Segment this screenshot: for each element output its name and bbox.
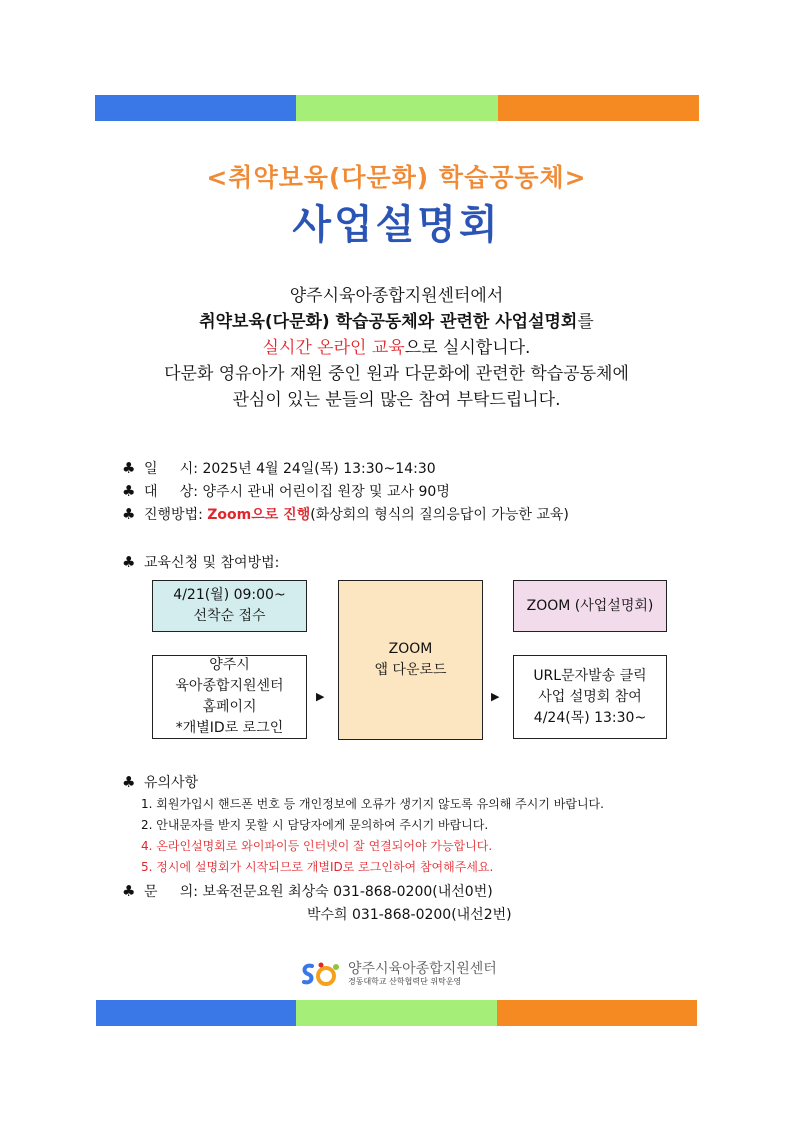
club-icon: ♣ — [122, 882, 136, 900]
flow-box-url-join — [513, 655, 667, 739]
intro-paragraph — [0, 283, 793, 413]
intro-line-3-red: 실시간 온라인 교육 — [262, 338, 405, 358]
notes-list — [141, 794, 604, 878]
center-logo-icon — [298, 960, 342, 988]
detail-method — [122, 504, 569, 525]
target-label: 대 상: — [144, 484, 199, 500]
flow-box-registration — [152, 580, 307, 632]
flow-text: 4/24(목) 13:30~ — [533, 709, 647, 726]
intro-line-4: 다문화 영유아가 재원 중인 원과 다문화에 관련한 학습공동체에 — [164, 364, 629, 384]
club-icon: ♣ — [122, 459, 136, 477]
date-value: 2025년 4월 24일(목) 13:30~14:30 — [202, 461, 436, 477]
bar-blue-segment — [95, 95, 296, 121]
page-title: 사업설명회 — [292, 202, 501, 248]
flow-box-homepage — [152, 655, 307, 739]
intro-line-2-rest: 를 — [577, 312, 594, 332]
flow-text: 육아종합지원센터 — [175, 678, 284, 694]
flow-arrow-icon: ▶ — [316, 690, 325, 703]
contact-value-1: 보육전문요원 최상숙 031-868-0200(내선0번) — [202, 884, 493, 900]
intro-line-2 — [0, 309, 793, 335]
bar-green-segment — [296, 95, 497, 121]
flow-text: *개별ID로 로그인 — [175, 720, 284, 736]
notes-heading — [122, 772, 198, 793]
intro-line-5: 관심이 있는 분들의 많은 참여 부탁드립니다. — [232, 390, 561, 410]
flow-text: 선착순 접수 — [193, 608, 266, 624]
flow-text: 앱 다운로드 — [374, 662, 447, 678]
detail-apply — [122, 552, 279, 573]
method-red: Zoom으로 진행 — [207, 507, 311, 523]
top-color-bar — [95, 95, 699, 121]
flow-text: 홈페이지 — [202, 699, 257, 715]
intro-line-1: 양주시육아종합지원센터에서 — [289, 286, 504, 306]
detail-target — [122, 481, 450, 502]
note-item: 4. 온라인설명회로 와이파이등 인터넷이 잘 연결되어야 가능합니다. — [141, 839, 493, 853]
note-item: 2. 안내문자를 받지 못할 시 담당자에게 문의하여 주시기 바랍니다. — [141, 818, 489, 832]
contact-label: 문 의: — [144, 884, 199, 900]
detail-date — [122, 458, 436, 479]
flow-text: 사업 설명회 참여 — [538, 688, 642, 705]
intro-line-3-rest: 으로 실시합니다. — [404, 338, 531, 358]
flow-text: 양주시 — [209, 657, 250, 673]
flow-text: URL문자발송 클릭 — [533, 667, 647, 684]
bar-orange-segment — [498, 95, 699, 121]
bar-blue-segment — [96, 1000, 296, 1026]
page-subtitle: <취약보육(다문화) 학습공동체> — [206, 163, 587, 192]
logo-sub-text: 경동대학교 산학협력단 위탁운영 — [348, 977, 462, 986]
target-value: 양주시 관내 어린이집 원장 및 교사 90명 — [202, 484, 450, 500]
flow-arrow-icon: ▶ — [491, 690, 500, 703]
club-icon: ♣ — [122, 553, 136, 571]
contact-line-2 — [307, 905, 512, 925]
note-item: 5. 정시에 설명회가 시작되므로 개별ID로 로그인하여 참여해주세요. — [141, 860, 494, 874]
bar-green-segment — [296, 1000, 496, 1026]
center-logo — [298, 960, 497, 988]
flow-box-zoom-download — [338, 580, 483, 740]
note-item: 1. 회원가입시 핸드폰 번호 등 개인정보에 오류가 생기지 않도록 유의해 주시기 바랍니다. — [141, 797, 604, 811]
flow-box-zoom-session — [513, 580, 667, 632]
method-rest: (화상회의 형식의 질의응답이 가능한 교육) — [310, 507, 569, 523]
bottom-color-bar — [96, 1000, 697, 1026]
notes-heading-label: 유의사항 — [144, 775, 199, 791]
club-icon: ♣ — [122, 505, 136, 523]
bar-orange-segment — [497, 1000, 697, 1026]
logo-main-text: 양주시육아종합지원센터 — [348, 961, 497, 977]
intro-line-3 — [0, 335, 793, 361]
center-logo-text — [348, 961, 497, 987]
date-label: 일 시: — [144, 461, 199, 477]
flow-text: ZOOM — [388, 641, 433, 657]
intro-line-2-bold: 취약보육(다문화) 학습공동체와 관련한 사업설명회 — [199, 312, 578, 332]
flow-text: 4/21(월) 09:00~ — [173, 587, 286, 603]
contact-value-2: 박수희 031-868-0200(내선2번) — [307, 907, 512, 923]
club-icon: ♣ — [122, 773, 136, 791]
method-label: 진행방법: — [144, 507, 203, 523]
contact-line-1 — [122, 881, 493, 902]
apply-label: 교육신청 및 참여방법: — [144, 555, 280, 571]
club-icon: ♣ — [122, 482, 136, 500]
flow-text: ZOOM (사업설명회) — [526, 597, 654, 614]
